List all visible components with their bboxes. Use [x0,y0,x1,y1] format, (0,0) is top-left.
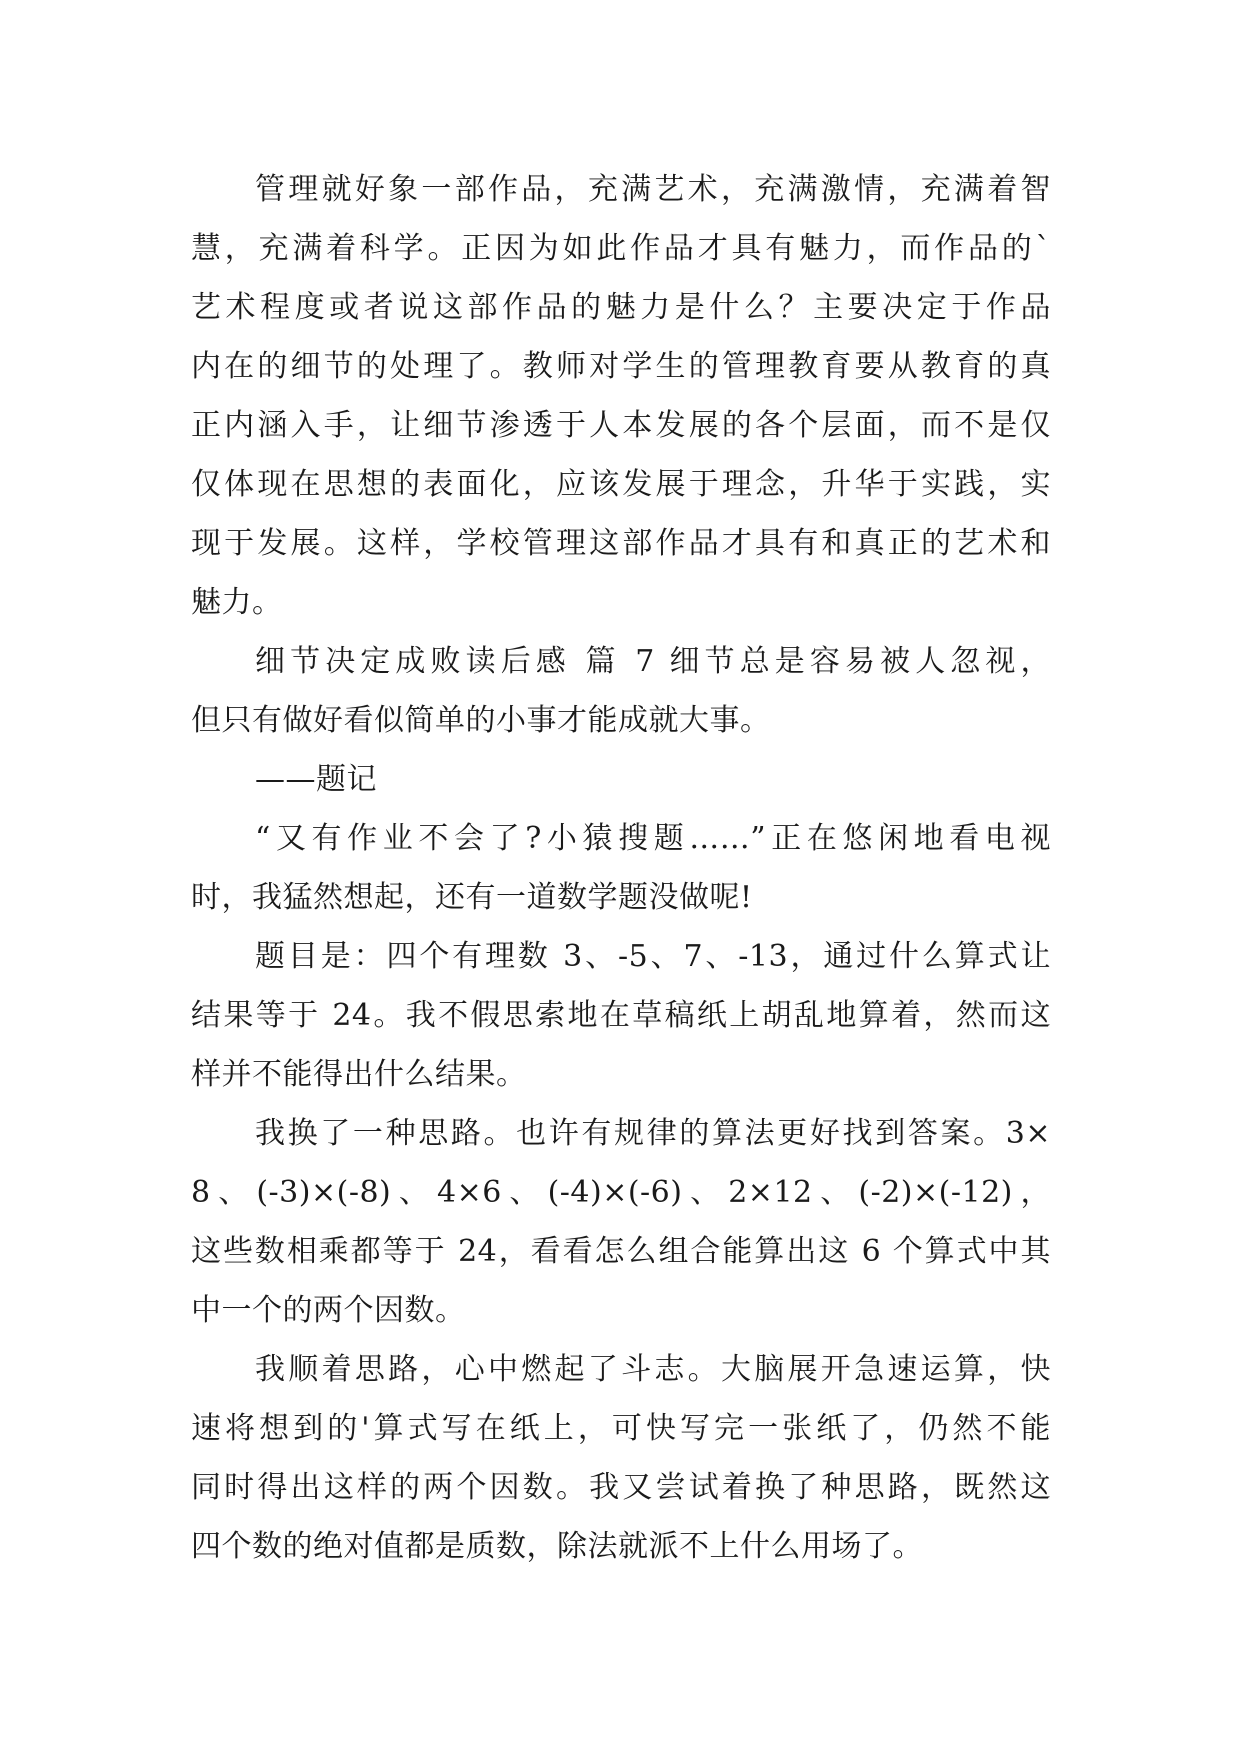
paragraph-line: 这些数相乘都等于 24，看看怎么组合能算出这 6 个算式中其 [191,1234,1051,1269]
document-body [191,160,1051,1576]
paragraph-line: 四个数的绝对值都是质数，除法就派不上什么用场了。 [191,1529,923,1564]
paragraph-line: 仅体现在思想的表面化，应该发展于理念，升华于实践，实 [191,467,1051,502]
paragraph-line: 中一个的两个因数。 [191,1293,466,1328]
paragraph-line: 管理就好象一部作品，充满艺术，充满激情，充满着智 [255,172,1051,207]
paragraph-line: 我换了一种思路。也许有规律的算法更好找到答案。3× [255,1116,1051,1151]
paragraph-line: 内在的细节的处理了。教师对学生的管理教育要从教育的真 [191,349,1051,384]
paragraph-line: 慧，充满着科学。正因为如此作品才具有魅力，而作品的` [191,231,1051,266]
paragraph-line: 时，我猛然想起，还有一道数学题没做呢! [191,880,753,915]
paragraph-line: 题目是：四个有理数 3、-5、7、-13，通过什么算式让 [255,939,1051,974]
epigraph-attribution: ——题记 [255,762,377,797]
section-heading-line: 细节决定成败读后感 篇 7 细节总是容易被人忽视， [255,644,1051,679]
paragraph-line: 正内涵入手，让细节渗透于人本发展的各个层面，而不是仅 [191,408,1051,443]
paragraph-line: “又有作业不会了?小猿搜题……”正在悠闲地看电视 [255,821,1051,856]
paragraph-line: 速将想到的'算式写在纸上，可快写完一张纸了，仍然不能 [191,1411,1051,1446]
paragraph-line: 结果等于 24。我不假思索地在草稿纸上胡乱地算着，然而这 [191,998,1051,1033]
paragraph-line: 样并不能得出什么结果。 [191,1057,527,1092]
paragraph-line: 8、(-3)×(-8)、4×6、(-4)×(-6)、2×12、(-2)×(-12)， [191,1175,1051,1210]
paragraph-line: 同时得出这样的两个因数。我又尝试着换了种思路，既然这 [191,1470,1051,1505]
paragraph-line: 艺术程度或者说这部作品的魅力是什么？主要决定于作品 [191,290,1051,325]
paragraph-line: 但只有做好看似简单的小事才能成就大事。 [191,703,771,738]
paragraph-line: 我顺着思路，心中燃起了斗志。大脑展开急速运算，快 [255,1352,1051,1387]
paragraph-line: 现于发展。这样，学校管理这部作品才具有和真正的艺术和 [191,526,1051,561]
paragraph-line: 魅力。 [191,585,283,620]
